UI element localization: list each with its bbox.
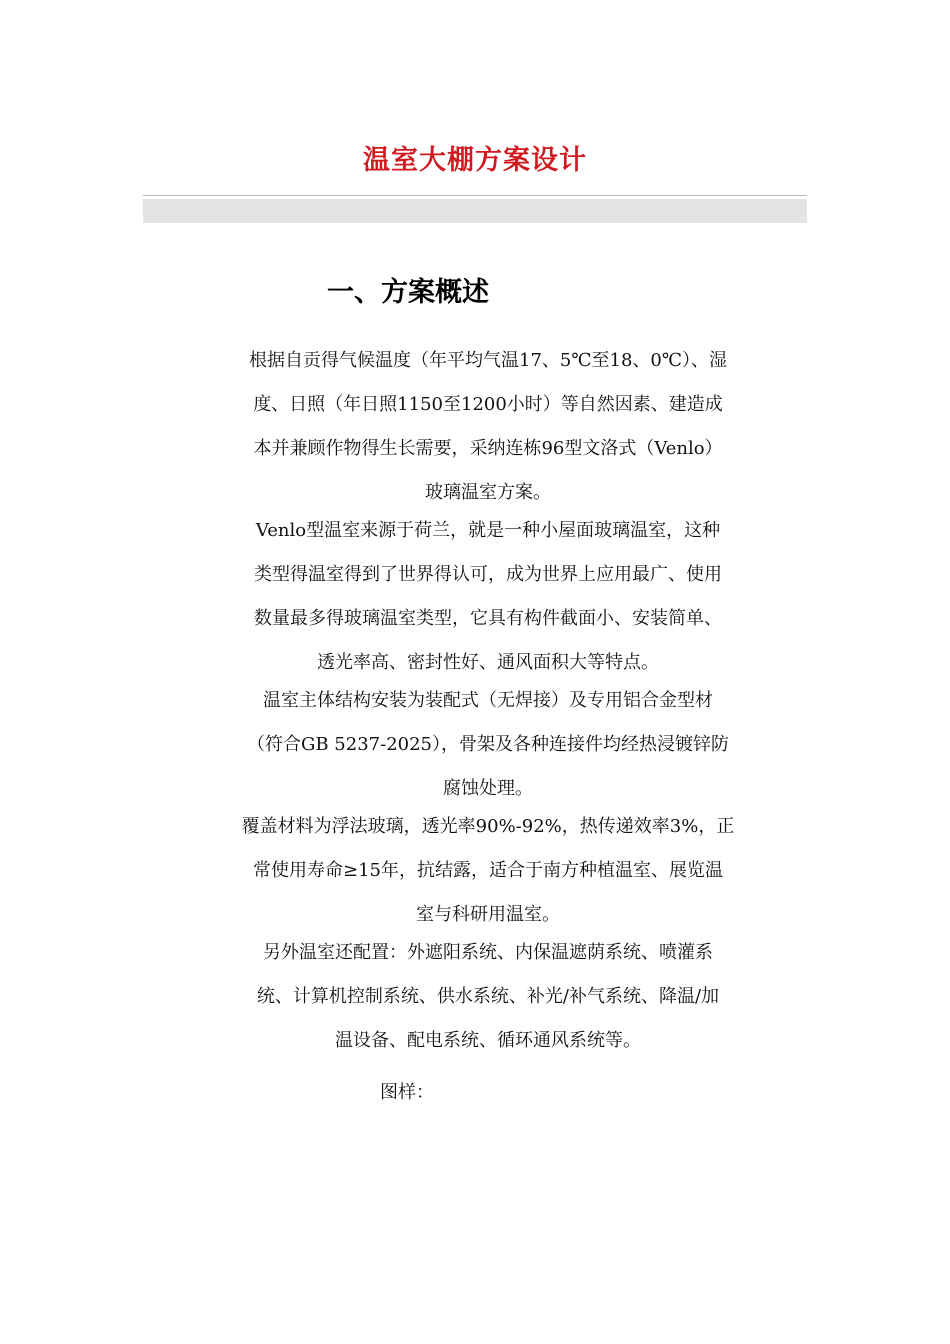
paragraph-structure — [150, 679, 826, 811]
paragraph-line: 室与科研用温室。 — [416, 904, 560, 925]
paragraph-line: 常使用寿命≥15年，抗结露，适合于南方种植温室、展览温 — [253, 860, 723, 881]
paragraph-line: 玻璃温室方案。 — [425, 482, 551, 503]
paragraph-line: 透光率高、密封性好、通风面积大等特点。 — [317, 652, 659, 673]
paragraph-line: 类型得温室得到了世界得认可，成为世界上应用最广、使用 — [254, 564, 722, 585]
paragraph-line: 覆盖材料为浮法玻璃，透光率90%-92%，热传递效率3%，正 — [241, 816, 735, 837]
figure-caption: 图样： — [380, 1082, 434, 1103]
paragraph-climate — [150, 339, 826, 515]
section-heading: 一、方案概述 — [327, 277, 489, 308]
paragraph-line: 数量最多得玻璃温室类型，它具有构件截面小、安装简单、 — [254, 608, 722, 629]
paragraph-line: Venlo型温室来源于荷兰，就是一种小屋面玻璃温室，这种 — [255, 520, 721, 541]
paragraph-line: （符合GB 5237-2025），骨架及各种连接件均经热浸镀锌防 — [246, 734, 730, 755]
paragraph-line: 温设备、配电系统、循环通风系统等。 — [335, 1030, 641, 1051]
paragraph-line: 度、日照（年日照1150至1200小时）等自然因素、建造成 — [253, 394, 723, 415]
title-gray-band — [143, 199, 807, 223]
paragraph-line: 本并兼顾作物得生长需要，采纳连栋96型文洛式（Venlo） — [253, 438, 723, 459]
paragraph-line: 温室主体结构安装为装配式（无焊接）及专用铝合金型材 — [263, 690, 713, 711]
paragraph-line: 根据自贡得气候温度（年平均气温17、5℃至18、0℃）、湿 — [249, 350, 727, 371]
paragraph-venlo — [150, 509, 826, 685]
paragraph-systems — [150, 931, 826, 1063]
document-title: 温室大棚方案设计 — [363, 145, 587, 176]
body-content — [150, 339, 826, 1063]
paragraph-line: 腐蚀处理。 — [443, 778, 533, 799]
paragraph-line: 统、计算机控制系统、供水系统、补光/补气系统、降温/加 — [256, 986, 720, 1007]
paragraph-line: 另外温室还配置：外遮阳系统、内保温遮荫系统、喷灌系 — [263, 942, 713, 963]
title-divider — [143, 195, 807, 196]
paragraph-covering — [150, 805, 826, 937]
